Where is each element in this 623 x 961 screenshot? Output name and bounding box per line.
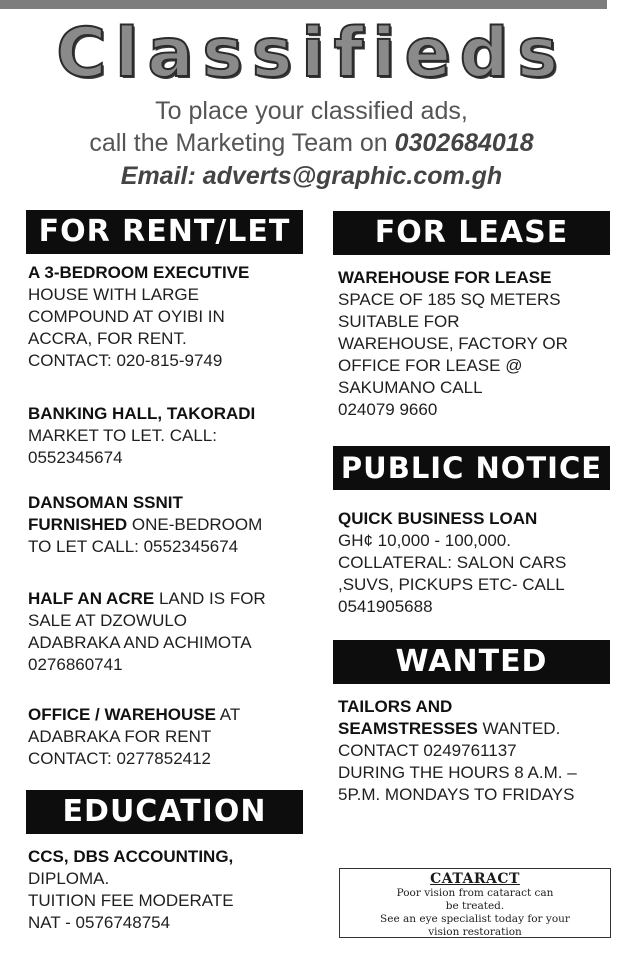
ad-lease-warehouse bbox=[338, 267, 568, 421]
ad-heading: DANSOMAN SSNIT bbox=[28, 493, 183, 512]
ad-line: SAKUMANO CALL bbox=[338, 378, 483, 397]
ad-heading: WAREHOUSE FOR LEASE bbox=[338, 268, 552, 287]
ad-line: SPACE OF 185 SQ METERS bbox=[338, 290, 561, 309]
cataract-title: CATARACT bbox=[430, 871, 520, 887]
ad-heading: A 3-BEDROOM EXECUTIVE bbox=[28, 263, 250, 282]
ad-line: 024079 9660 bbox=[338, 400, 438, 419]
ad-heading: HALF AN ACRE bbox=[28, 589, 155, 608]
ad-line: SUITABLE FOR bbox=[338, 312, 460, 331]
ad-line: ONE-BEDROOM bbox=[127, 515, 263, 534]
intro-email: Email: adverts@graphic.com.gh bbox=[120, 162, 503, 190]
ad-heading: QUICK BUSINESS LOAN bbox=[338, 509, 538, 528]
ad-line: DURING THE HOURS 8 A.M. – bbox=[338, 763, 577, 782]
ad-line: NAT - 0576748754 bbox=[28, 913, 171, 932]
ad-notice-business-loan bbox=[338, 508, 566, 618]
ad-heading: OFFICE / WAREHOUSE bbox=[28, 705, 216, 724]
ad-line: OFFICE FOR LEASE @ bbox=[338, 356, 523, 375]
ad-rent-banking-hall bbox=[28, 403, 255, 469]
ad-line: WANTED. bbox=[477, 719, 561, 738]
ad-rent-half-acre bbox=[28, 588, 266, 676]
intro-line-1: To place your classified ads, bbox=[155, 97, 468, 125]
ad-line: ACCRA, FOR RENT. bbox=[28, 329, 187, 348]
ad-line: TO LET CALL: 0552345674 bbox=[28, 537, 239, 556]
cataract-line: vision restoration bbox=[428, 926, 522, 938]
cataract-line: be treated. bbox=[445, 900, 505, 912]
ad-line: ,SUVS, PICKUPS ETC- CALL bbox=[338, 575, 565, 594]
ad-line: GH¢ 10,000 - 100,000. bbox=[338, 531, 511, 550]
ad-heading: BANKING HALL, TAKORADI bbox=[28, 404, 256, 423]
cataract-line: Poor vision from cataract can bbox=[396, 887, 554, 899]
marketing-phone: 0302684018 bbox=[394, 129, 534, 157]
ad-line: COLLATERAL: SALON CARS bbox=[338, 553, 567, 572]
ad-line: COMPOUND AT OYIBI IN bbox=[28, 307, 225, 326]
intro-prefix: call the Marketing Team on bbox=[89, 129, 395, 157]
ad-line: SALE AT DZOWULO bbox=[28, 611, 188, 630]
ad-line: ADABRAKA FOR RENT bbox=[28, 727, 212, 746]
ad-line: 0552345674 bbox=[28, 448, 123, 467]
ad-line: CONTACT: 0277852412 bbox=[28, 749, 212, 768]
ad-line: CONTACT: 020-815-9749 bbox=[28, 351, 223, 370]
ad-wanted-tailors bbox=[338, 696, 577, 806]
ad-heading-cont: SEAMSTRESSES bbox=[338, 719, 478, 738]
ad-rent-dansoman bbox=[28, 492, 262, 558]
ad-line: 0541905688 bbox=[338, 597, 433, 616]
section-heading-for-lease: FOR LEASE bbox=[333, 211, 610, 255]
cataract-line: See an eye specialist today for your bbox=[380, 913, 570, 925]
ad-line: HOUSE WITH LARGE bbox=[28, 285, 199, 304]
ad-education-accounting bbox=[28, 846, 234, 934]
intro-line-2 bbox=[0, 128, 623, 158]
section-heading-for-rent: FOR RENT/LET bbox=[26, 210, 303, 254]
cataract-notice-box bbox=[339, 868, 611, 938]
ad-line: 0276860741 bbox=[28, 655, 123, 674]
section-heading-education: EDUCATION bbox=[26, 790, 303, 834]
ad-rent-executive-house bbox=[28, 262, 249, 372]
section-heading-wanted: WANTED bbox=[333, 640, 610, 684]
ad-heading-cont: FURNISHED bbox=[28, 515, 128, 534]
ad-line: LAND IS FOR bbox=[154, 589, 266, 608]
ad-heading: CCS, DBS ACCOUNTING, bbox=[28, 847, 234, 866]
top-rule bbox=[0, 0, 607, 9]
ad-line: WAREHOUSE, FACTORY OR bbox=[338, 334, 568, 353]
ad-rent-office-warehouse bbox=[28, 704, 240, 770]
ad-line: 5P.M. MONDAYS TO FRIDAYS bbox=[338, 785, 575, 804]
ad-line: DIPLOMA. bbox=[28, 869, 110, 888]
ad-line: MARKET TO LET. CALL: bbox=[28, 426, 217, 445]
page-title: Classifieds bbox=[56, 14, 567, 93]
ad-line: CONTACT 0249761137 bbox=[338, 741, 517, 760]
ad-heading: TAILORS AND bbox=[338, 697, 453, 716]
ad-line: ADABRAKA AND ACHIMOTA bbox=[28, 633, 252, 652]
ad-line: TUITION FEE MODERATE bbox=[28, 891, 234, 910]
section-heading-public-notice: PUBLIC NOTICE bbox=[333, 446, 610, 490]
ad-line: AT bbox=[215, 705, 241, 724]
